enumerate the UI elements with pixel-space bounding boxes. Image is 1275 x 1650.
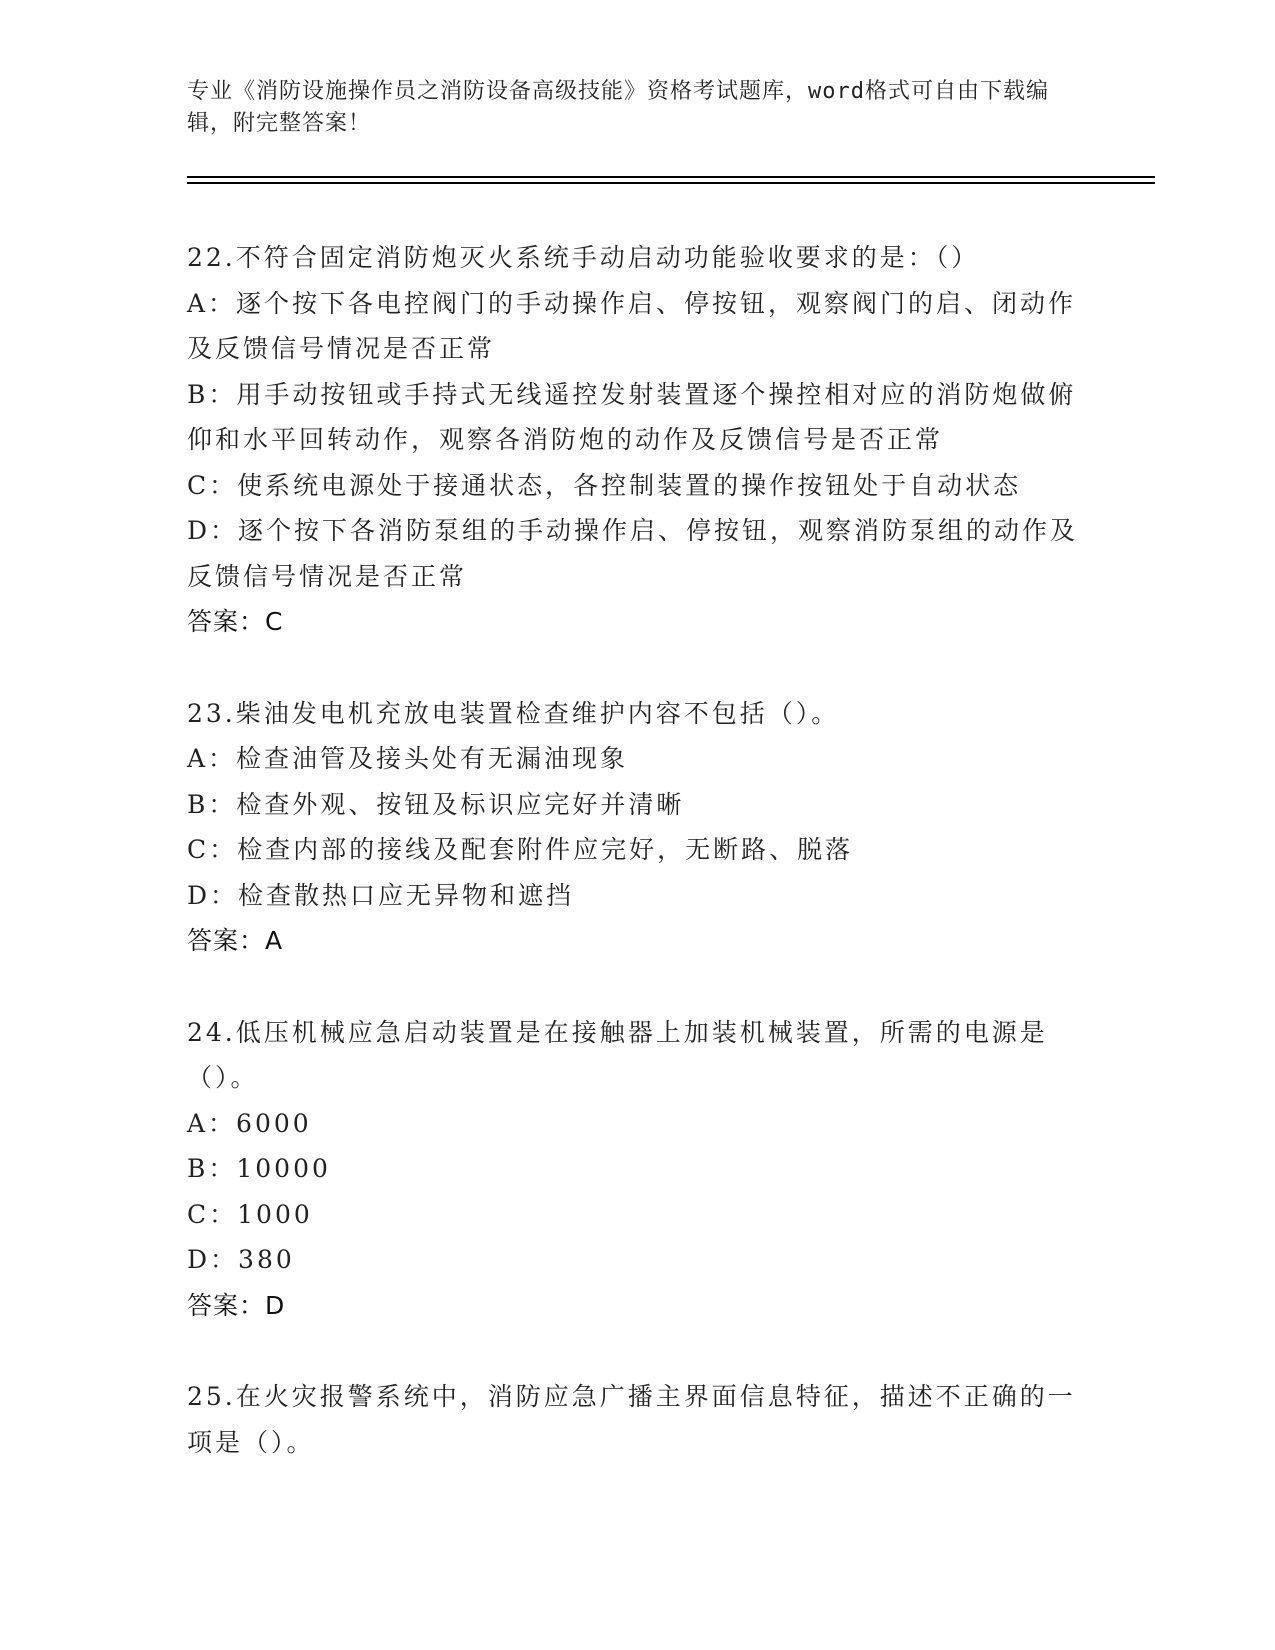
document-header: 专业《消防设施操作员之消防设备高级技能》资格考试题库，word格式可自由下载编辑，附完整答案！ xyxy=(187,79,1049,136)
question-list xyxy=(187,235,1087,1511)
question-stem: 24.低压机械应急启动装置是在接触器上加装机械装置，所需的电源是（）。 xyxy=(187,1017,1048,1092)
option-b: B：检查外观、按钮及标识应完好并清晰 xyxy=(187,789,685,819)
option-a: A：逐个按下各电控阀门的手动操作启、停按钮，观察阀门的启、闭动作及反馈信号情况是否正常 xyxy=(187,288,1077,363)
question-23 xyxy=(187,691,1087,964)
question-22 xyxy=(187,235,1087,645)
option-c: C：使系统电源处于接通状态，各控制装置的操作按钮处于自动状态 xyxy=(187,470,1022,500)
question-24 xyxy=(187,1010,1087,1329)
question-stem: 23.柴油发电机充放电装置检查维护内容不包括（）。 xyxy=(187,698,840,728)
option-c: C：1000 xyxy=(187,1199,313,1229)
option-a: A：检查油管及接头处有无漏油现象 xyxy=(187,744,629,773)
question-stem: 22.不符合固定消防炮灭火系统手动启动功能验收要求的是：（） xyxy=(187,243,980,272)
answer: 答案：C xyxy=(187,607,284,636)
option-d: D：检查散热口应无异物和遮挡 xyxy=(187,880,575,910)
option-b: B：用手动按钮或手持式无线遥控发射装置逐个操控相对应的消防炮做俯仰和水平回转动作，观察各消防炮的动作及反馈信号是否正常 xyxy=(187,379,1077,454)
option-a: A：6000 xyxy=(187,1108,312,1138)
question-stem: 25.在火灾报警系统中，消防应急广播主界面信息特征，描述不正确的一项是（）。 xyxy=(187,1382,1076,1457)
option-b: B：10000 xyxy=(187,1154,331,1183)
option-c: C：检查内部的接线及配套附件应完好，无断路、脱落 xyxy=(187,835,854,864)
header-divider-bottom xyxy=(187,182,1155,184)
answer: 答案：A xyxy=(187,926,284,955)
option-d: D：380 xyxy=(187,1245,295,1274)
header-divider-top xyxy=(187,176,1155,178)
question-25 xyxy=(187,1374,1087,1465)
answer: 答案：D xyxy=(187,1290,286,1320)
option-d: D：逐个按下各消防泵组的手动操作启、停按钮，观察消防泵组的动作及反馈信号情况是否正常 xyxy=(187,516,1079,591)
